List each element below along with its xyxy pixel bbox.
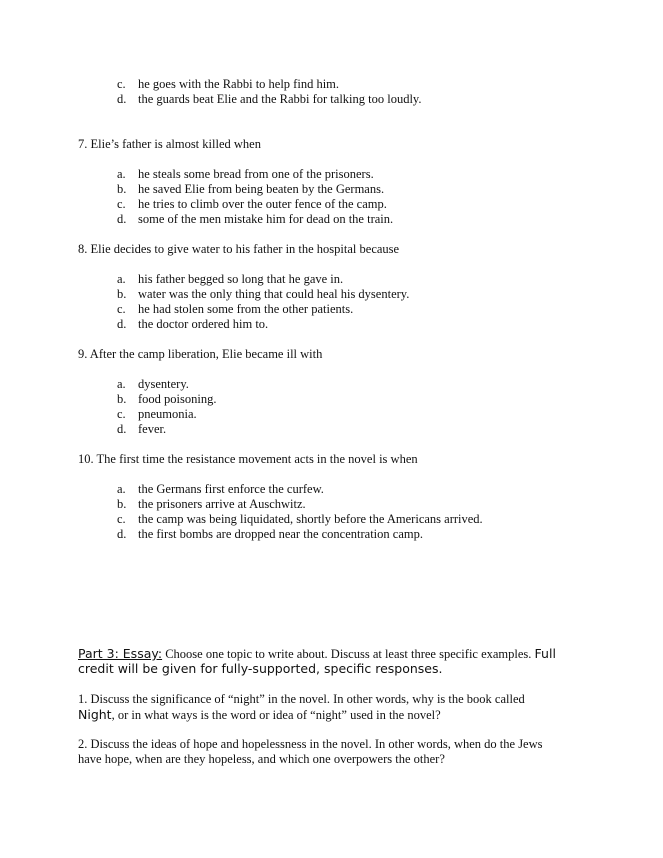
option-letter: a.: [117, 482, 126, 496]
list-item: [117, 527, 537, 542]
option-letter: c.: [117, 197, 126, 211]
list-item: [117, 512, 537, 527]
option-text: dysentery.: [138, 377, 189, 391]
list-item: [117, 77, 537, 92]
option-text: fever.: [138, 422, 167, 436]
option-text: the guards beat Elie and the Rabbi for talking too loudly.: [138, 92, 422, 106]
list-item: [117, 302, 537, 317]
option-letter: a.: [117, 377, 126, 391]
option-letter: b.: [117, 497, 127, 511]
option-letter: d.: [117, 92, 127, 106]
list-item: [117, 482, 537, 497]
list-item: [117, 497, 537, 512]
book-title: Night: [78, 707, 112, 722]
part3-heading: Part 3: Essay:: [78, 646, 163, 661]
essay-topic-1-line1: 1. Discuss the significance of “night” in the novel. In other words, why is the book called: [78, 692, 525, 706]
option-text: food poisoning.: [138, 392, 217, 406]
list-item: [117, 182, 537, 197]
list-item: [117, 287, 537, 302]
question-8-prompt: 8. Elie decides to give water to his father in the hospital because: [78, 242, 400, 256]
list-item: [117, 212, 537, 227]
option-text: some of the men mistake him for dead on the train.: [138, 212, 394, 226]
essay-topic-2-line1: 2. Discuss the ideas of hope and hopelessness in the novel. In other words, when do the Jews: [78, 737, 543, 751]
option-letter: b.: [117, 182, 127, 196]
option-text: the Germans first enforce the curfew.: [138, 482, 324, 496]
list-item: [117, 92, 537, 107]
option-text: he steals some bread from one of the prisoners.: [138, 167, 374, 181]
question-9-prompt: 9. After the camp liberation, Elie became ill with: [78, 347, 323, 361]
list-item: [117, 197, 537, 212]
question-7-prompt: 7. Elie’s father is almost killed when: [78, 137, 261, 151]
option-letter: c.: [117, 302, 126, 316]
option-text: he saved Elie from being beaten by the Germans.: [138, 182, 385, 196]
list-item: [117, 272, 537, 287]
option-letter: a.: [117, 272, 126, 286]
option-text: the doctor ordered him to.: [138, 317, 269, 331]
question-10-prompt: 10. The first time the resistance movement acts in the novel is when: [78, 452, 418, 466]
option-letter: d.: [117, 317, 127, 331]
option-letter: d.: [117, 422, 127, 436]
option-letter: b.: [117, 287, 127, 301]
essay-topic-1-line2: [78, 707, 441, 723]
part3-instructions-line2: credit will be given for fully-supported, specific responses.: [78, 661, 443, 676]
option-text: the first bombs are dropped near the concentration camp.: [138, 527, 423, 541]
part3-intro: [78, 646, 556, 662]
list-item: [117, 392, 537, 407]
list-item: [117, 377, 537, 392]
list-item: [117, 167, 537, 182]
list-item: [117, 407, 537, 422]
option-text: pneumonia.: [138, 407, 197, 421]
part3-instructions-full: Full: [534, 646, 556, 661]
option-letter: a.: [117, 167, 126, 181]
option-text: he had stolen some from the other patients.: [138, 302, 354, 316]
option-text: he tries to climb over the outer fence of the camp.: [138, 197, 387, 211]
list-item: [117, 317, 537, 332]
option-text: water was the only thing that could heal his dysentery.: [138, 287, 410, 301]
essay-topic-2-line2: have hope, when are they hopeless, and which one overpowers the other?: [78, 752, 445, 766]
option-letter: b.: [117, 392, 127, 406]
option-letter: d.: [117, 212, 127, 226]
option-letter: d.: [117, 527, 127, 541]
option-text: his father begged so long that he gave in.: [138, 272, 344, 286]
list-item: [117, 422, 537, 437]
option-text: he goes with the Rabbi to help find him.: [138, 77, 340, 91]
option-letter: c.: [117, 407, 126, 421]
essay-topic-1-text: , or in what ways is the word or idea of “night” used in the novel?: [111, 708, 441, 722]
option-letter: c.: [117, 512, 126, 526]
option-letter: c.: [117, 77, 126, 91]
part3-instructions: Choose one topic to write about. Discuss at least three specific examples.: [162, 647, 535, 661]
option-text: the prisoners arrive at Auschwitz.: [138, 497, 306, 511]
option-text: the camp was being liquidated, shortly before the Americans arrived.: [138, 512, 483, 526]
